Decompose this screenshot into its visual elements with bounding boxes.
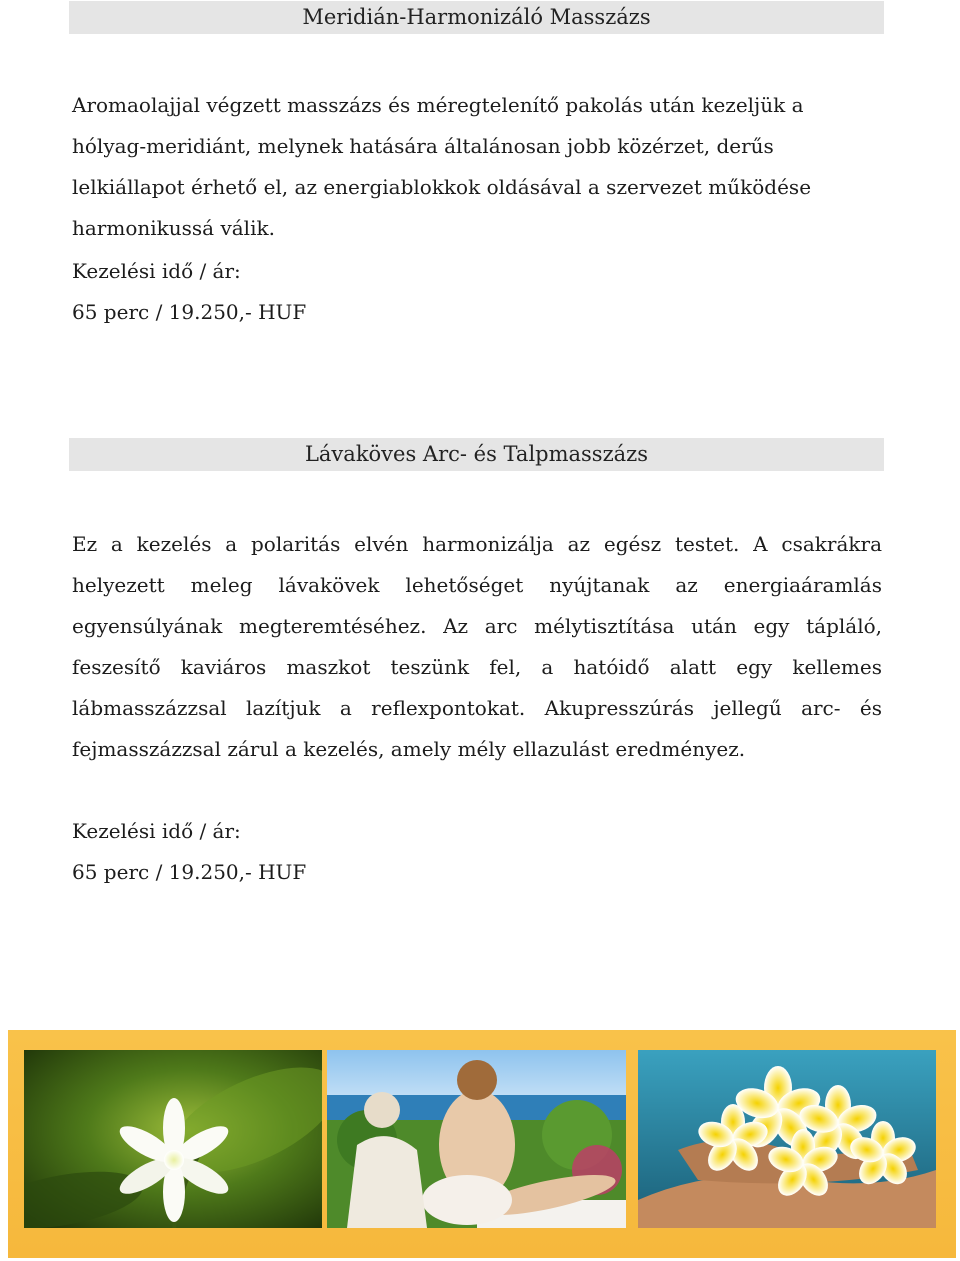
- price-value: 65 perc / 19.250,- HUF: [72, 860, 307, 884]
- section-body-lavakoves: Ez a kezelés a polaritás elvén harmonizálja az egész testet. A csakrákra helyezett meleg lávakövek lehetőséget nyújtanak az energiaáramlás egyensúlyának megteremtéséhez. Az arc mélytisztítása után egy tápláló, feszesítő kaviáros maszkot teszünk fel, a hatóidő alatt egy kellemes lábmasszázzsal lazítjuk a reflexpontokat. Akupresszúrás jellegű arc- és fejmasszázzsal zárul a kezelés, amely mély ellazulást eredményez.: [72, 532, 882, 761]
- price-value: 65 perc / 19.250,- HUF: [72, 300, 307, 324]
- price-label: Kezelési idő / ár:: [72, 259, 241, 283]
- frangipani-hands-photo: [638, 1050, 936, 1228]
- footer-photo-band: [8, 1030, 956, 1258]
- massage-photo: [327, 1050, 626, 1228]
- section-title-lavakoves: Lávaköves Arc- és Talpmasszázs: [69, 438, 884, 471]
- white-flower-photo: [24, 1050, 322, 1228]
- section-body-meridian: Aromaolajjal végzett masszázs és méregtelenítő pakolás után kezeljük a hólyag-meridiánt, melynek hatására általánosan jobb közérzet, derűs lelkiállapot érhető el, az energiablokkok oldásával a szervezet működése harmonikussá válik.: [72, 93, 812, 240]
- price-label: Kezelési idő / ár:: [72, 819, 241, 843]
- section-title-meridian: Meridián-Harmonizáló Masszázs: [69, 1, 884, 34]
